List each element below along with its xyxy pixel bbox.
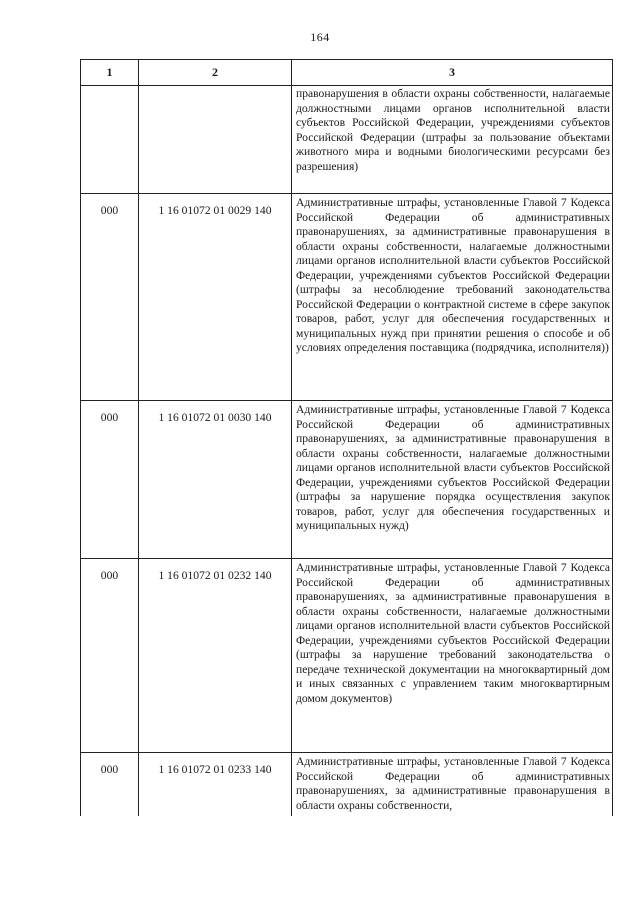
description-text: Административные штрафы, установленные Главой 7 Кодекса Российской Федерации об административных правонарушениях, за административные правонарушения в области охраны собственности, налагаемые должностными лицами органов исполнительной власти субъектов Российской Федерации, учреждениями субъектов Российской Федерации (штрафы за нарушение требований законодательства о передаче технической документации на многоквартирный дом и иных связанных с управлением таким многоквартирным домом документов) <box>296 561 610 705</box>
description-text: Административные штрафы, установленные Главой 7 Кодекса Российской Федерации об административных правонарушениях, за административные правонарушения в области охраны собственности, налагаемые должностными лицами органов исполнительной власти субъектов Российской Федерации, учреждениями субъектов Российской Федерации (штрафы за несоблюдение требований законодательства Российской Федерации о контрактной системе в сфере закупок товаров, работ, услуг для обеспечения государственных и муниципальных нужд при принятии решения о способе и об условиях определения поставщика (подрядчика, исполнителя)) <box>296 196 610 354</box>
budget-code-cell <box>139 86 292 194</box>
table-row <box>81 401 613 559</box>
column-header-2: 2 <box>139 60 292 86</box>
budget-code-cell: 1 16 01072 01 0233 140 <box>139 753 292 817</box>
column-header-1: 1 <box>81 60 139 86</box>
description-text: Административные штрафы, установленные Главой 7 Кодекса Российской Федерации об административных правонарушениях, за административные правонарушения в области охраны собственности, налагаемые должностными лицами органов исполнительной власти субъектов Российской Федерации, учреждениями субъектов Российской Федерации (штрафы за нарушение порядка осуществления закупок товаров, работ, услуг для обеспечения государственных и муниципальных нужд) <box>296 403 610 532</box>
budget-code-cell: 1 16 01072 01 0232 140 <box>139 559 292 753</box>
admin-code-cell <box>81 86 139 194</box>
description-cell <box>292 86 613 194</box>
table-row <box>81 559 613 753</box>
description-cell <box>292 401 613 559</box>
admin-code-cell: 000 <box>81 194 139 401</box>
table-row <box>81 194 613 401</box>
admin-code-cell: 000 <box>81 753 139 817</box>
description-text: правонарушения в области охраны собственности, налагаемые должностными лицами органов исполнительной власти субъектов Российской Федерации, учреждениями субъектов Российской Федерации (штрафы за пользование объектами животного мира и водными биологическими ресурсами без разрешения) <box>296 87 610 173</box>
revenue-codes-table <box>80 59 613 816</box>
table-row <box>81 753 613 817</box>
budget-code-cell: 1 16 01072 01 0030 140 <box>139 401 292 559</box>
admin-code-cell: 000 <box>81 559 139 753</box>
description-cell <box>292 559 613 753</box>
admin-code-cell: 000 <box>81 401 139 559</box>
page-number: 164 <box>310 30 330 44</box>
description-cell <box>292 753 613 817</box>
budget-code-cell: 1 16 01072 01 0029 140 <box>139 194 292 401</box>
description-cell <box>292 194 613 401</box>
column-header-3: 3 <box>292 60 613 86</box>
description-text: Административные штрафы, установленные Главой 7 Кодекса Российской Федерации об административных правонарушениях, за административные правонарушения в области охраны собственности, <box>296 755 610 812</box>
table-header-row <box>81 60 613 86</box>
table-row <box>81 86 613 194</box>
